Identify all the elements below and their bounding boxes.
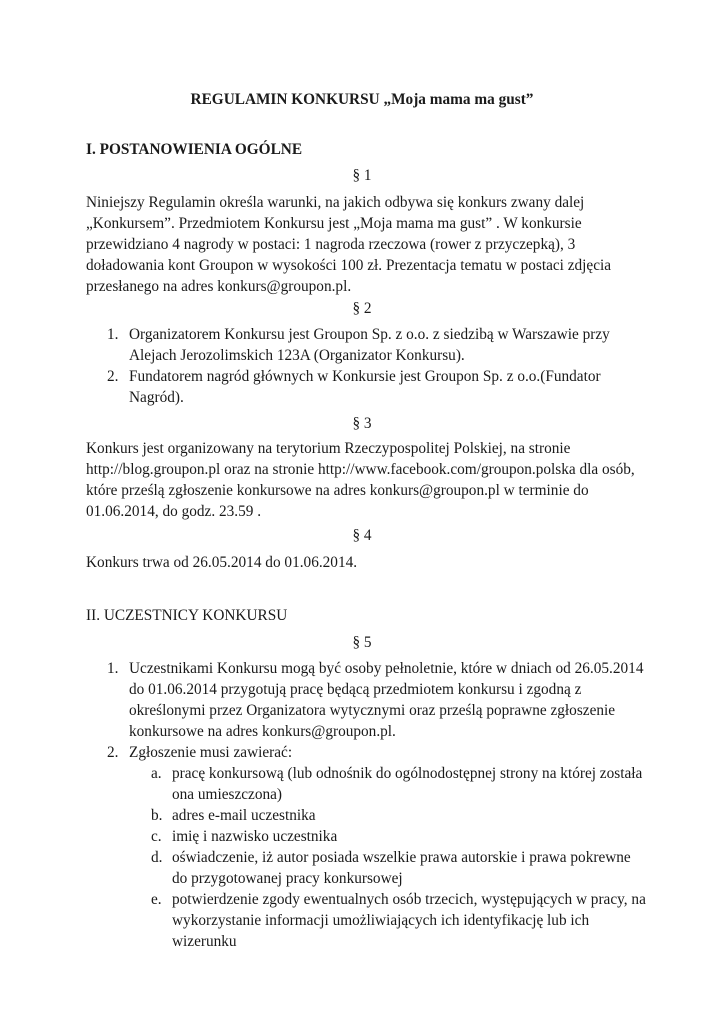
- sub-list-item-text: imię i nazwisko uczestnika: [172, 828, 338, 845]
- list-item-number: 2.: [107, 744, 119, 761]
- paragraph-mark-5: § 5: [352, 634, 372, 651]
- sub-list-item-letter: a.: [151, 765, 162, 782]
- list-item-number: 1.: [107, 660, 119, 677]
- section-heading-participants: II. UCZESTNICY KONKURSU: [86, 607, 288, 624]
- paragraph-2-list: [86, 324, 646, 408]
- list-item-text: Uczestnikami Konkursu mogą być osoby pełnoletnie, które w dniach od 26.05.2014 do 01.06.2014 przygotują pracę będącą przedmiotem konkursu i zgodną z określonymi przez Organizatora wytycznymi oraz prześlą poprawne zgłoszenie konkursowe na adres konkurs@groupon.pl.: [129, 660, 644, 740]
- list-item-text: Zgłoszenie musi zawierać:: [129, 744, 293, 761]
- sub-list-item: [86, 826, 646, 847]
- sub-list-item: [86, 763, 646, 805]
- list-item-text: Fundatorem nagród głównych w Konkursie jest Groupon Sp. z o.o.(Fundator Nagród).: [129, 368, 601, 406]
- section-heading-general: I. POSTANOWIENIA OGÓLNE: [86, 141, 303, 158]
- list-item: [86, 324, 646, 366]
- list-item: [86, 366, 646, 408]
- sub-list-item-letter: d.: [151, 849, 163, 866]
- sub-list-item: [86, 889, 646, 952]
- sub-list-item: [86, 847, 646, 889]
- sub-list-item: [86, 805, 646, 826]
- list-item: [86, 658, 646, 742]
- paragraph-mark-1: § 1: [352, 167, 372, 184]
- sub-list-item-text: pracę konkursową (lub odnośnik do ogólnodostępnej strony na której została ona umieszczona): [172, 765, 643, 803]
- sub-list-item-text: oświadczenie, iż autor posiada wszelkie prawa autorskie i prawa pokrewne do przygotowanej pracy konkursowej: [172, 849, 631, 887]
- paragraph-3-text: Konkurs jest organizowany na terytorium Rzeczypospolitej Polskiej, na stronie http://blog.groupon.pl oraz na stronie http://www.facebook.com/groupon.polska dla osób, które prześlą zgłoszenie konkursowe na adres konkurs@groupon.pl w terminie do 01.06.2014, do godz. 23.59 .: [86, 440, 635, 520]
- paragraph-5-list: [86, 658, 646, 952]
- list-item-text: Organizatorem Konkursu jest Groupon Sp. z o.o. z siedzibą w Warszawie przy Alejach Jerozolimskich 123A (Organizator Konkursu).: [129, 326, 610, 364]
- paragraph-mark-4: § 4: [352, 527, 372, 544]
- paragraph-mark-3: § 3: [352, 415, 372, 432]
- list-item: [86, 742, 646, 763]
- list-item-number: 1.: [107, 326, 119, 343]
- sub-list-item-text: potwierdzenie zgody ewentualnych osób trzecich, występujących w pracy, na wykorzystanie informacji umożliwiających ich identyfikację lub ich wizerunku: [172, 891, 646, 950]
- paragraph-4-text: Konkurs trwa od 26.05.2014 do 01.06.2014.: [86, 554, 358, 571]
- sub-list-item-letter: e.: [151, 891, 162, 908]
- sub-list-item-letter: b.: [151, 807, 163, 824]
- sub-list-item-text: adres e-mail uczestnika: [172, 807, 316, 824]
- document-title: REGULAMIN KONKURSU „Moja mama ma gust”: [190, 91, 534, 108]
- paragraph-mark-2: § 2: [352, 300, 372, 317]
- paragraph-1-text: Niniejszy Regulamin określa warunki, na jakich odbywa się konkurs zwany dalej „Konkursem”. Przedmiotem Konkursu jest „Moja mama ma gust” . W konkursie przewidziano 4 nagrody w postaci: 1 nagroda rzeczowa (rower z przyczepką), 3 doładowania kont Groupon w wysokości 100 zł. Prezentacja tematu w postaci zdjęcia przesłanego na adres konkurs@groupon.pl.: [86, 194, 612, 295]
- list-item-number: 2.: [107, 368, 119, 385]
- sub-list-item-letter: c.: [151, 828, 162, 845]
